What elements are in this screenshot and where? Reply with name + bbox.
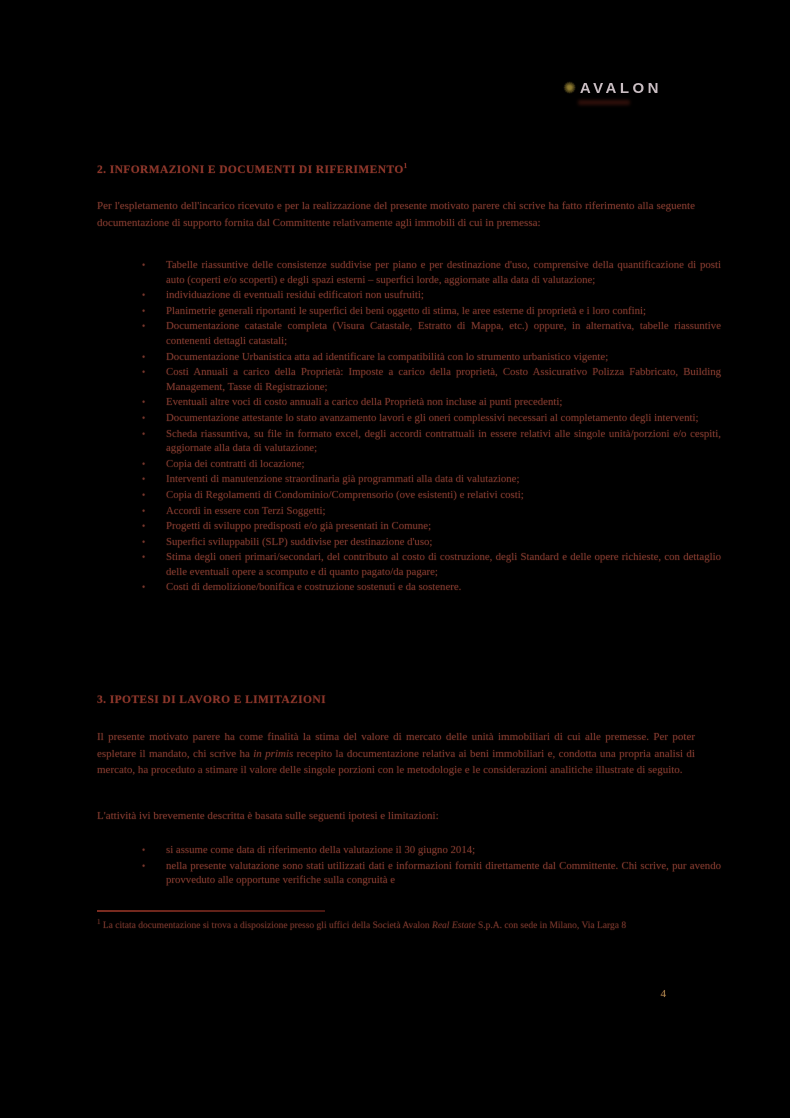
list-item: • nella presente valutazione sono stati utilizzati dati e informazioni forniti direttamente dal Committente. Chi scrive, pur avendo provveduto alle opportune verifiche sulla congruità e <box>166 859 721 888</box>
section-3-title: 3. IPOTESI DI LAVORO E LIMITAZIONI <box>97 694 326 706</box>
list-item: • Costi di demolizione/bonifica e costruzione sostenuti e da sostenere. <box>166 580 721 595</box>
list-item: • Scheda riassuntiva, su file in formato excel, degli accordi contrattuali in essere relativi alle singole unità/porzioni e/o cespiti, aggiornate alla data di valutazione; <box>166 427 721 456</box>
footnote-italic-phrase: Real Estate <box>432 921 476 932</box>
footnote-divider <box>97 910 325 912</box>
footnote-marker: 1 <box>97 918 101 926</box>
list-item: • Documentazione Urbanistica atta ad identificare la compatibilità con lo strumento urbanistico vigente; <box>166 350 721 365</box>
section-3-paragraph-2: L'attività ivi brevemente descritta è basata sulle seguenti ipotesi e limitazioni: <box>97 810 439 822</box>
section-2-title-text: 2. INFORMAZIONI E DOCUMENTI DI RIFERIMENTO <box>97 163 404 176</box>
footnote-reference-marker: 1 <box>403 162 408 170</box>
section-3-paragraph-1 <box>97 729 695 779</box>
list-item: • Documentazione attestante lo stato avanzamento lavori e gli oneri complessivi necessari al completamento degli interventi; <box>166 411 721 426</box>
list-item: • Superfici sviluppabili (SLP) suddivise per destinazione d'uso; <box>166 535 721 550</box>
list-item: • individuazione di eventuali residui edificatori non usufruiti; <box>166 288 721 303</box>
section-2-intro-paragraph: Per l'espletamento dell'incarico ricevuto e per la realizzazione del presente motivato parere chi scrive ha fatto riferimento alla seguente documentazione di supporto fornita dal Committente relativamente agli immobili di cui in premessa: <box>97 200 695 229</box>
list-item: • si assume come data di riferimento della valutazione il 30 giugno 2014; <box>166 843 721 858</box>
paragraph-text: Il presente motivato parere ha come finalità la stima del valore di mercato delle unità immobiliari di cui alle premesse. Per poter espletare il mandato, chi scrive ha <box>97 731 695 760</box>
list-item: • Copia di Regolamenti di Condominio/Comprensorio (ove esistenti) e relativi costi; <box>166 488 721 503</box>
list-item: • Tabelle riassuntive delle consistenze suddivise per piano e per destinazione d'uso, comprensive della quantificazione di posti auto (coperti e/o scoperti) e degli spazi esterni – superfici lorde, aggiornate alla data di valutazione; <box>166 258 721 287</box>
footnote <box>97 916 709 934</box>
italic-phrase: in primis <box>253 747 294 760</box>
footnote-text: S.p.A. con sede in Milano, Via Larga 8 <box>475 921 627 932</box>
list-item: • Stima degli oneri primari/secondari, del contributo al costo di costruzione, degli Standard e delle opere richieste, con dettaglio delle eventuali opere a scomputo e di quanto pagato/da pagare; <box>166 550 721 579</box>
list-item: • Costi Annuali a carico della Proprietà: Imposte a carico della proprietà, Costo Assicurativo Polizza Fabbricato, Building Management, Tasse di Registrazione; <box>166 365 721 394</box>
list-item: • Progetti di sviluppo predisposti e/o già presentati in Comune; <box>166 519 721 534</box>
logo <box>563 80 662 97</box>
paragraph-text: recepito la documentazione relativa ai beni immobiliari e, condotta una propria analisi di mercato, ha proceduto a stimare il valore delle singole porzioni con le metodologie e le considerazioni analitiche illustrate di seguito. <box>97 747 695 776</box>
list-item: • Eventuali altre voci di costo annuali a carico della Proprietà non incluse ai punti precedenti; <box>166 395 721 410</box>
section-2-title <box>97 162 695 176</box>
page-number: 4 <box>660 988 666 1000</box>
list-item: • Planimetrie generali riportanti le superfici dei beni oggetto di stima, le aree esterne di proprietà e i loro confini; <box>166 304 721 319</box>
assumptions-list <box>140 843 721 889</box>
list-item: • Copia dei contratti di locazione; <box>166 457 721 472</box>
footnote-text: La citata documentazione si trova a disposizione presso gli uffici della Società Avalon <box>100 921 433 932</box>
logo-text: AVALON <box>579 80 662 97</box>
logo-tagline-smudge <box>578 100 630 105</box>
logo-sparkle-icon: ✺ <box>563 80 576 97</box>
list-item: • Interventi di manutenzione straordinaria già programmati alla data di valutazione; <box>166 472 721 487</box>
list-item: • Documentazione catastale completa (Visura Catastale, Estratto di Mappa, etc.) oppure, in alternativa, tabelle riassuntive contenenti dettagli catastali; <box>166 319 721 348</box>
reference-documents-list <box>140 258 721 596</box>
list-item: • Accordi in essere con Terzi Soggetti; <box>166 504 721 519</box>
